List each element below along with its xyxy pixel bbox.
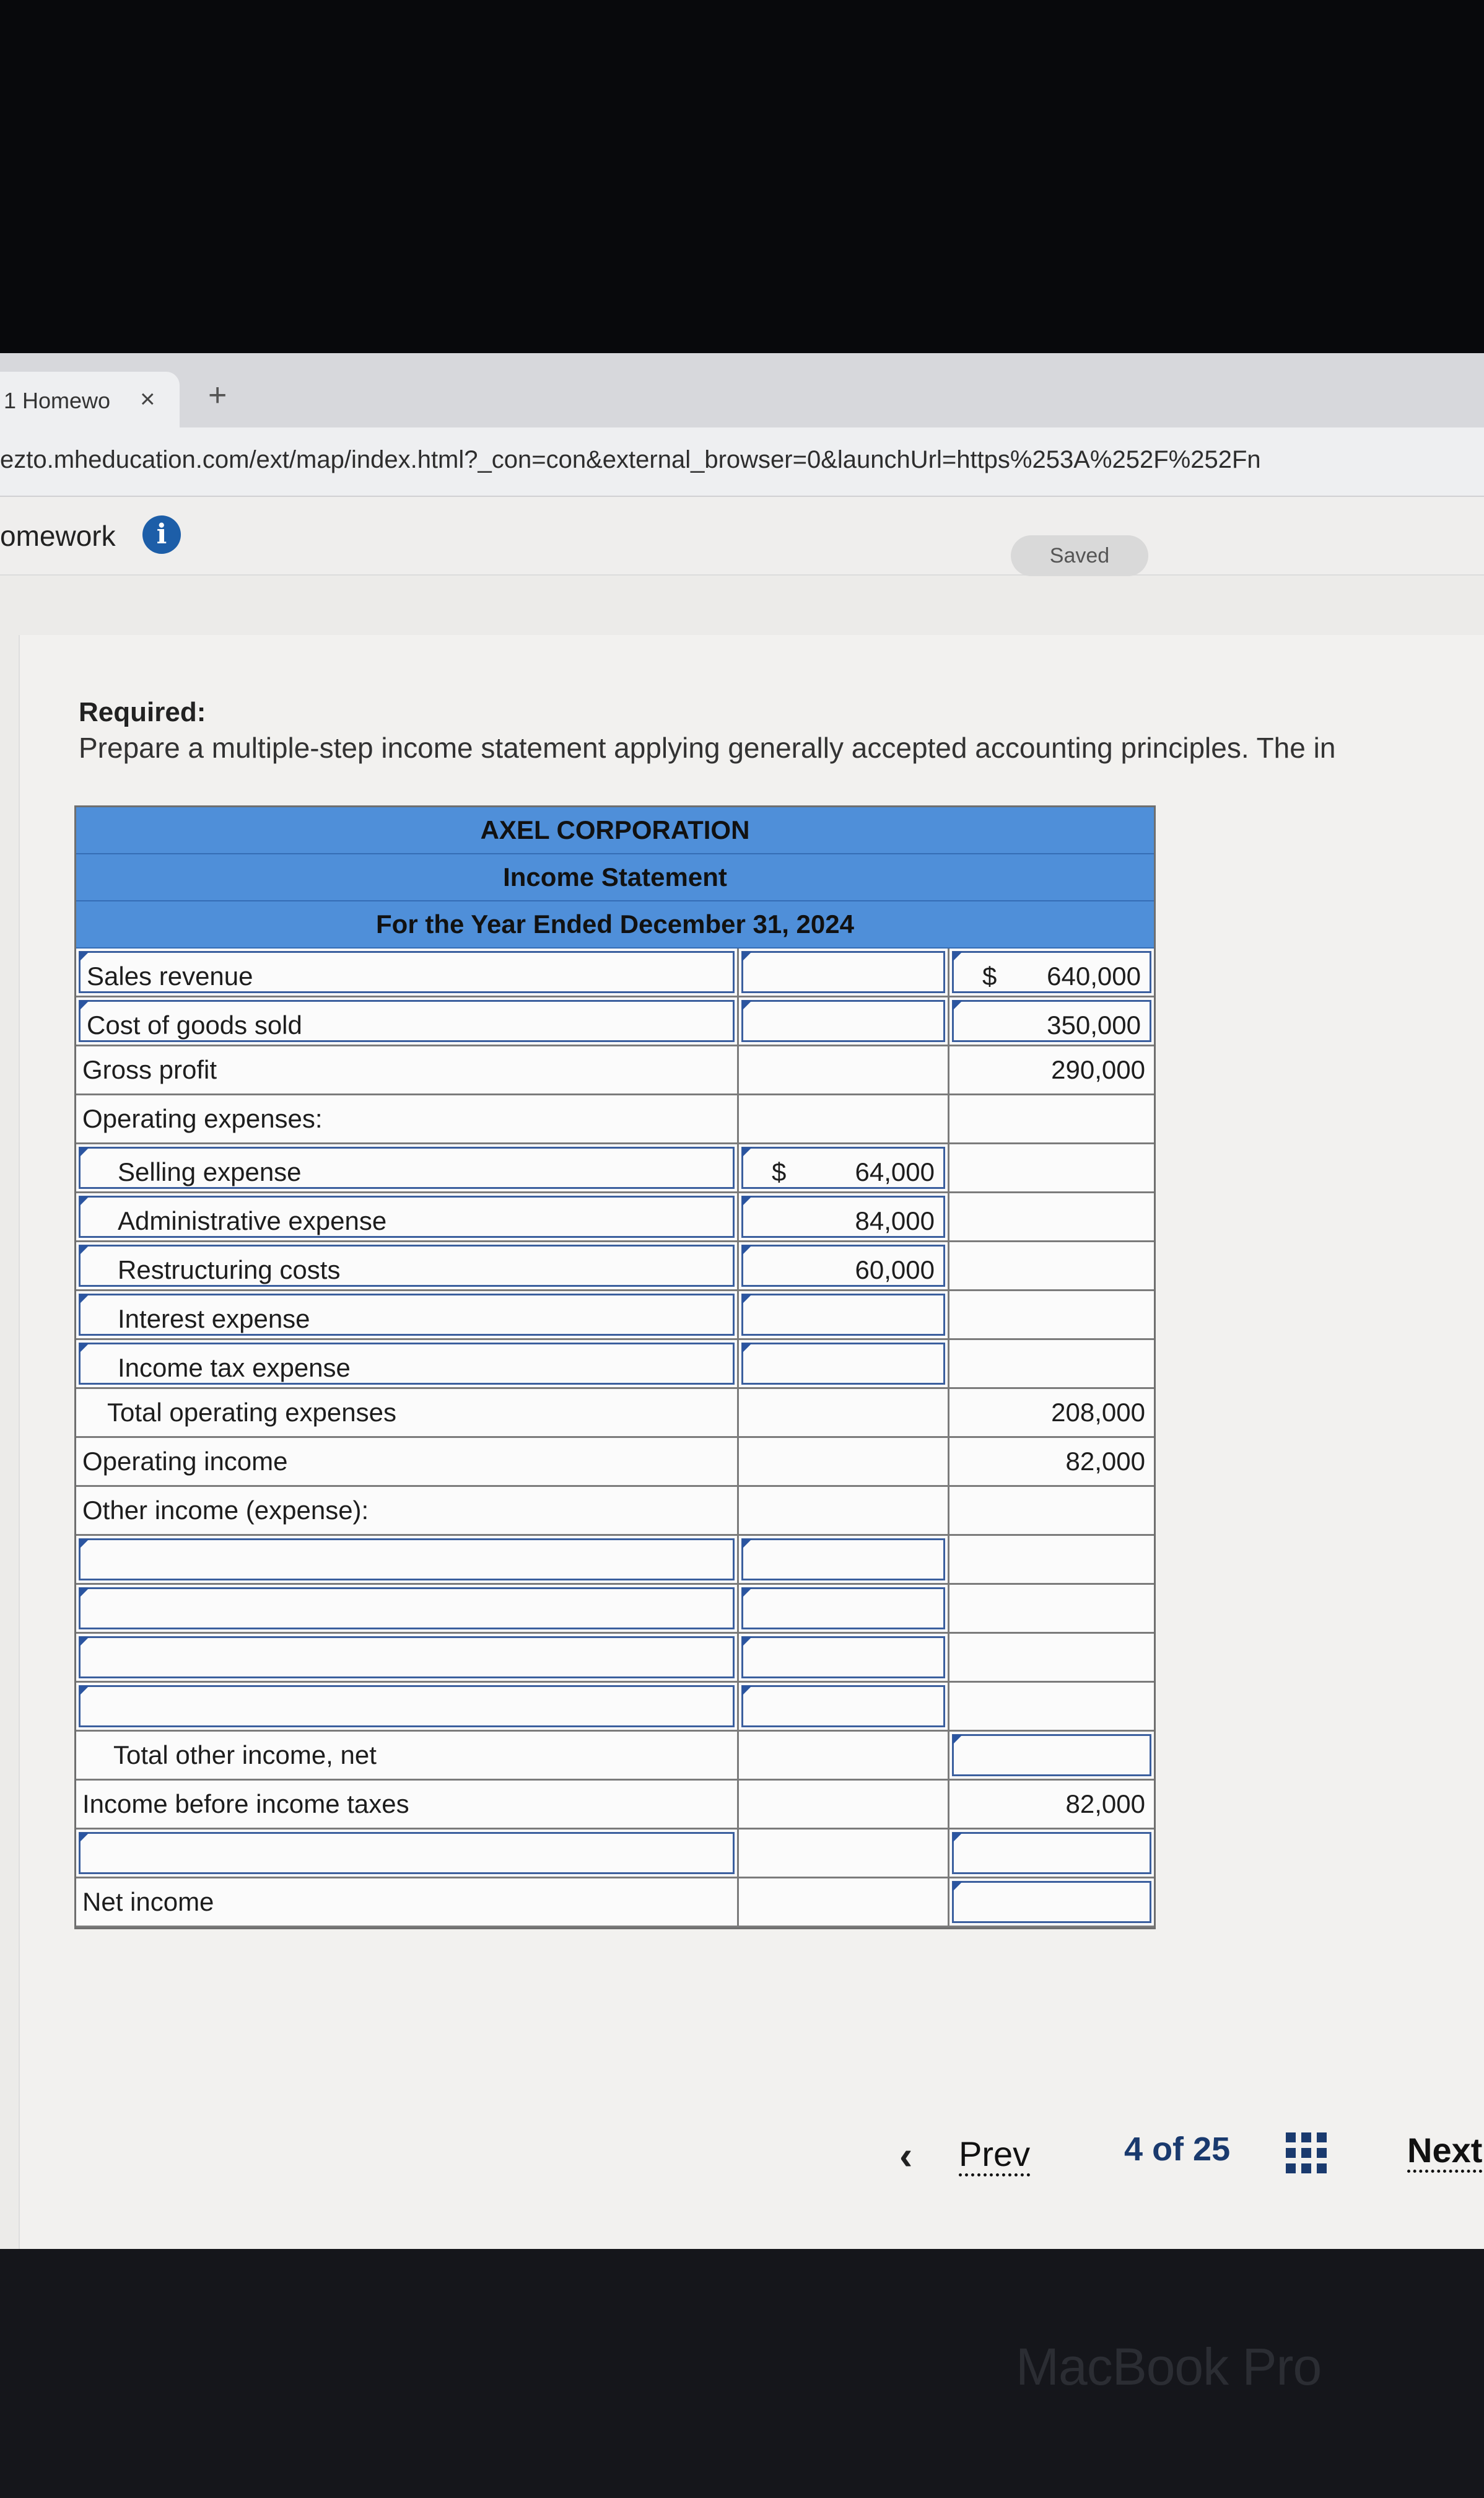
row-label-cell bbox=[76, 1095, 739, 1142]
row-label-cell bbox=[76, 1438, 739, 1485]
dollar-sign: $ bbox=[772, 1157, 787, 1186]
row-total-cell bbox=[949, 1683, 1154, 1730]
page-indicator bbox=[1124, 2130, 1230, 2168]
amount-input[interactable] bbox=[741, 1196, 945, 1238]
total-input[interactable] bbox=[952, 1832, 1151, 1874]
prev-button[interactable]: Prev bbox=[959, 2135, 1030, 2176]
row-amount-cell bbox=[739, 1046, 949, 1093]
total-input[interactable] bbox=[952, 1734, 1151, 1776]
row-amount-cell[interactable] bbox=[739, 1634, 949, 1681]
row-amount-cell[interactable] bbox=[739, 1585, 949, 1632]
row-total-cell[interactable] bbox=[949, 1830, 1154, 1877]
row-total-cell[interactable] bbox=[949, 949, 1154, 996]
table-row bbox=[76, 1487, 1154, 1536]
table-row bbox=[76, 1878, 1154, 1927]
label-dropdown[interactable] bbox=[79, 1538, 735, 1580]
row-total-cell bbox=[949, 1291, 1154, 1338]
table-row bbox=[76, 1144, 1154, 1193]
label-dropdown[interactable] bbox=[79, 1587, 735, 1629]
table-row bbox=[76, 1781, 1154, 1830]
row-total-cell bbox=[949, 1389, 1154, 1436]
table-row bbox=[76, 1830, 1154, 1878]
label-dropdown[interactable] bbox=[79, 1636, 735, 1678]
app-header bbox=[0, 497, 1484, 576]
row-label-cell[interactable] bbox=[76, 1585, 739, 1632]
page-current: 4 bbox=[1124, 2131, 1143, 2168]
amount-value: 64,000 bbox=[855, 1157, 935, 1186]
row-label-cell[interactable] bbox=[76, 1340, 739, 1387]
browser-tab[interactable] bbox=[0, 372, 180, 427]
row-label-cell[interactable] bbox=[76, 1193, 739, 1240]
row-total-cell bbox=[949, 1193, 1154, 1240]
url-text[interactable]: ezto.mheducation.com/ext/map/index.html?_con=con&external_browser=0&launchUrl=https%253A%252F%252Fn bbox=[0, 446, 1261, 473]
required-heading: Required: bbox=[79, 697, 206, 727]
total-value: 82,000 bbox=[1065, 1789, 1145, 1818]
row-amount-cell[interactable] bbox=[739, 1291, 949, 1338]
row-label: Restructuring costs bbox=[118, 1255, 341, 1284]
next-button[interactable]: Next bbox=[1407, 2131, 1482, 2173]
table-row bbox=[76, 1193, 1154, 1242]
row-label: Net income bbox=[82, 1887, 214, 1916]
amount-value: 60,000 bbox=[855, 1255, 935, 1284]
info-icon[interactable]: i bbox=[142, 515, 181, 554]
table-row bbox=[76, 997, 1154, 1046]
row-label-cell bbox=[76, 1389, 739, 1436]
row-label: Total operating expenses bbox=[107, 1398, 396, 1427]
row-amount-cell bbox=[739, 1438, 949, 1485]
row-total-cell bbox=[949, 1487, 1154, 1534]
plus-icon[interactable]: + bbox=[208, 377, 227, 413]
row-total-cell bbox=[949, 1438, 1154, 1485]
row-amount-cell[interactable] bbox=[739, 1683, 949, 1730]
row-label-cell bbox=[76, 1781, 739, 1828]
label-dropdown[interactable] bbox=[79, 1000, 735, 1042]
label-dropdown[interactable] bbox=[79, 1147, 735, 1189]
tab-bar bbox=[0, 353, 1484, 427]
row-amount-cell bbox=[739, 1095, 949, 1142]
table-row bbox=[76, 1291, 1154, 1340]
statement-rows bbox=[76, 949, 1154, 1927]
table-row bbox=[76, 1536, 1154, 1585]
row-label-cell bbox=[76, 1487, 739, 1534]
row-label: Gross profit bbox=[82, 1055, 217, 1084]
label-dropdown[interactable] bbox=[79, 1685, 735, 1727]
required-instructions: Prepare a multiple-step income statement applying generally accepted accounting principles. The in bbox=[79, 732, 1336, 764]
row-label: Total other income, net bbox=[113, 1740, 377, 1769]
row-label-cell[interactable] bbox=[76, 1242, 739, 1289]
statement-company: AXEL CORPORATION bbox=[76, 807, 1154, 854]
amount-input[interactable] bbox=[741, 1245, 945, 1287]
row-total-cell bbox=[949, 1781, 1154, 1828]
amount-input[interactable] bbox=[741, 951, 945, 993]
label-dropdown[interactable] bbox=[79, 1196, 735, 1238]
label-dropdown[interactable] bbox=[79, 1245, 735, 1287]
row-amount-cell[interactable] bbox=[739, 1536, 949, 1583]
table-row bbox=[76, 1585, 1154, 1634]
row-amount-cell bbox=[739, 1781, 949, 1828]
assignment-title: omework bbox=[0, 520, 116, 552]
chevron-left-icon[interactable]: ‹ bbox=[899, 2133, 913, 2178]
table-row bbox=[76, 1095, 1154, 1144]
row-amount-cell[interactable] bbox=[739, 1193, 949, 1240]
row-total-cell bbox=[949, 1242, 1154, 1289]
total-value: 350,000 bbox=[1047, 1010, 1141, 1040]
tab-title: 1 Homewo bbox=[4, 388, 111, 413]
row-label: Cost of goods sold bbox=[87, 1010, 302, 1040]
row-label: Operating expenses: bbox=[82, 1104, 323, 1133]
row-label-cell[interactable] bbox=[76, 1634, 739, 1681]
table-row bbox=[76, 1242, 1154, 1291]
row-amount-cell bbox=[739, 1732, 949, 1779]
statement-title: Income Statement bbox=[76, 854, 1154, 901]
total-input[interactable] bbox=[952, 951, 1151, 993]
row-label: Selling expense bbox=[118, 1157, 302, 1186]
address-bar[interactable] bbox=[0, 427, 1484, 497]
row-label: Operating income bbox=[82, 1447, 288, 1476]
row-label-cell[interactable] bbox=[76, 1291, 739, 1338]
total-value: 290,000 bbox=[1051, 1055, 1145, 1084]
total-input[interactable] bbox=[952, 1881, 1151, 1923]
dollar-sign: $ bbox=[982, 962, 997, 991]
row-label-cell[interactable] bbox=[76, 1144, 739, 1191]
total-input[interactable] bbox=[952, 1000, 1151, 1042]
label-dropdown[interactable] bbox=[79, 1832, 735, 1874]
row-label-cell[interactable] bbox=[76, 949, 739, 996]
row-amount-cell[interactable] bbox=[739, 949, 949, 996]
statement-period: For the Year Ended December 31, 2024 bbox=[76, 901, 1154, 949]
row-total-cell bbox=[949, 1634, 1154, 1681]
amount-value: 84,000 bbox=[855, 1206, 935, 1235]
row-total-cell bbox=[949, 1046, 1154, 1093]
row-label: Interest expense bbox=[118, 1304, 310, 1333]
table-row bbox=[76, 1634, 1154, 1683]
amount-input[interactable] bbox=[741, 1294, 945, 1336]
row-label: Sales revenue bbox=[87, 962, 253, 991]
table-row bbox=[76, 1732, 1154, 1781]
amount-input[interactable] bbox=[741, 1587, 945, 1629]
row-amount-cell[interactable] bbox=[739, 1242, 949, 1289]
row-amount-cell bbox=[739, 1878, 949, 1926]
device-label: MacBook Pro bbox=[1016, 2338, 1322, 2396]
row-label: Other income (expense): bbox=[82, 1496, 369, 1525]
screen-bezel-top bbox=[0, 0, 1484, 353]
row-label-cell bbox=[76, 1878, 739, 1926]
label-dropdown[interactable] bbox=[79, 1294, 735, 1336]
row-amount-cell bbox=[739, 1487, 949, 1534]
page-of: of bbox=[1152, 2131, 1184, 2168]
row-amount-cell bbox=[739, 1389, 949, 1436]
row-total-cell bbox=[949, 1144, 1154, 1191]
total-value: 82,000 bbox=[1065, 1447, 1145, 1476]
table-row bbox=[76, 1389, 1154, 1438]
row-amount-cell[interactable] bbox=[739, 1144, 949, 1191]
row-label-cell bbox=[76, 1046, 739, 1093]
close-icon[interactable]: × bbox=[140, 384, 155, 413]
row-label-cell[interactable] bbox=[76, 1683, 739, 1730]
grid-icon[interactable] bbox=[1286, 2132, 1327, 2173]
table-row bbox=[76, 1340, 1154, 1389]
total-value: 640,000 bbox=[1047, 962, 1141, 991]
row-total-cell[interactable] bbox=[949, 997, 1154, 1045]
table-row bbox=[76, 1683, 1154, 1732]
row-total-cell bbox=[949, 1095, 1154, 1142]
row-label-cell[interactable] bbox=[76, 997, 739, 1045]
label-dropdown[interactable] bbox=[79, 1343, 735, 1385]
row-total-cell bbox=[949, 1585, 1154, 1632]
row-label-cell bbox=[76, 1732, 739, 1779]
amount-input[interactable] bbox=[741, 1538, 945, 1580]
row-label: Administrative expense bbox=[118, 1206, 387, 1235]
row-label-cell[interactable] bbox=[76, 1536, 739, 1583]
row-amount-cell[interactable] bbox=[739, 1340, 949, 1387]
table-row bbox=[76, 1438, 1154, 1487]
row-total-cell[interactable] bbox=[949, 1732, 1154, 1779]
table-row bbox=[76, 949, 1154, 997]
table-row bbox=[76, 1046, 1154, 1095]
saved-status-badge: Saved bbox=[1011, 535, 1148, 576]
row-label: Income before income taxes bbox=[82, 1789, 409, 1818]
row-label: Income tax expense bbox=[118, 1353, 351, 1382]
amount-input[interactable] bbox=[741, 1685, 945, 1727]
row-total-cell[interactable] bbox=[949, 1878, 1154, 1926]
row-total-cell bbox=[949, 1536, 1154, 1583]
page-total: 25 bbox=[1193, 2131, 1231, 2168]
amount-input[interactable] bbox=[741, 1636, 945, 1678]
row-label-cell[interactable] bbox=[76, 1830, 739, 1877]
row-amount-cell bbox=[739, 1830, 949, 1877]
amount-input[interactable] bbox=[741, 1147, 945, 1189]
row-amount-cell[interactable] bbox=[739, 997, 949, 1045]
amount-input[interactable] bbox=[741, 1343, 945, 1385]
amount-input[interactable] bbox=[741, 1000, 945, 1042]
income-statement-table bbox=[74, 805, 1156, 1929]
row-total-cell bbox=[949, 1340, 1154, 1387]
label-dropdown[interactable] bbox=[79, 951, 735, 993]
total-value: 208,000 bbox=[1051, 1398, 1145, 1427]
